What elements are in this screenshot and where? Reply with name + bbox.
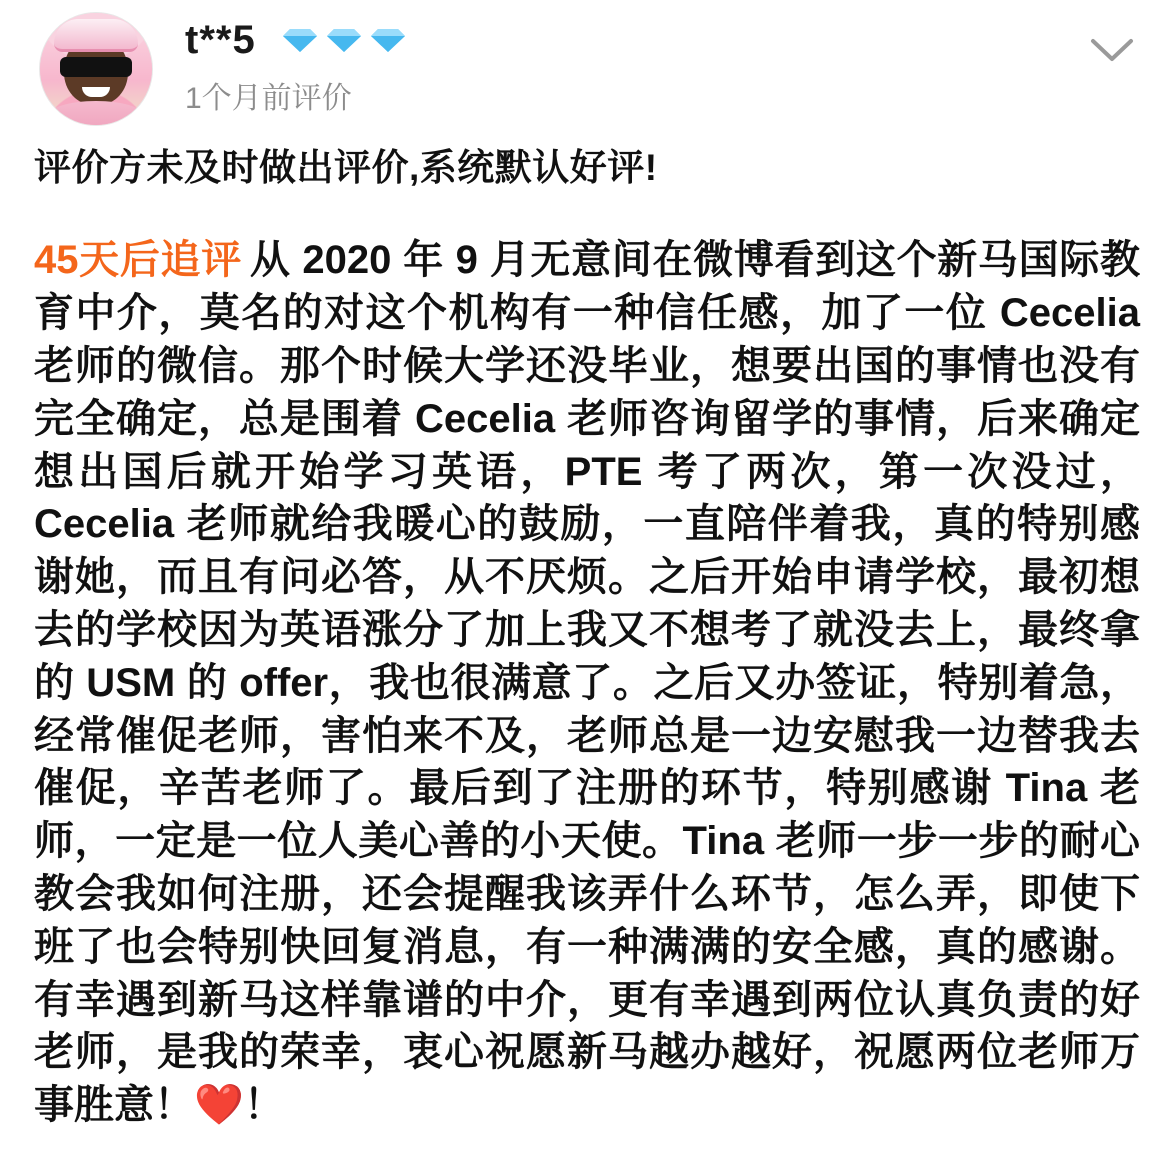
review-timestamp: 1个月前评价 xyxy=(185,82,352,115)
append-review-text: 从 2020 年 9 月无意间在微博看到这个新马国际教育中介，莫名的对这个机构有一种信任感，加了一位 Cecelia 老师的微信。那个时候大学还没毕业，想要出国的事情也没有完全确定，总是围着 Cecelia 老师咨询留学的事情，后来确定想出国后就开始学习英语，PTE 考了两次，第一次没过，Cecelia 老师就给我暖心的鼓励，一直陪伴着我，真的特别感谢她，而且有问必答，从不厌烦。之后开始申请学校，最初想去的学校因为英语涨分了加上我又不想考了就没去上，最终拿的 USM 的 offer，我也很满意了。之后又办签证，特别着急，经常催促老师，害怕来不及，老师总是一边安慰我一边替我去催促，辛苦老师了。最后到了注册的环节，特别感谢 Tina 老师，一定是一位人美心善的小天使。Tina 老师一步一步的耐心教会我如何注册，还会提醒我该弄什么环节，怎么弄，即使下班了也会特别快回复消息，有一种满满的安全感，真的感谢。有幸遇到新马这样靠谱的中介，更有幸遇到两位认真负责的好老师，是我的荣幸，衷心祝愿新马越办越好，祝愿两位老师万事胜意！ xyxy=(34,238,1140,1128)
chevron-down-glyph xyxy=(1090,37,1134,63)
heart-emoji: ❤️ xyxy=(194,1083,244,1128)
avatar-hat xyxy=(54,19,138,52)
avatar-collar xyxy=(48,101,144,126)
username-row xyxy=(185,12,1084,68)
diamond-icon xyxy=(370,27,406,53)
avatar-sunglasses xyxy=(60,57,132,77)
username: t**5 xyxy=(185,18,256,62)
header-text-block xyxy=(185,10,1084,114)
auto-review-notice: 评价方未及时做出评价,系统默认好评! xyxy=(34,147,658,188)
diamond-icon xyxy=(326,27,362,53)
append-review-trailing: ！ xyxy=(243,1083,284,1128)
append-review-tag: 45天后追评 xyxy=(34,238,242,283)
review-header xyxy=(34,0,1140,115)
member-level-badges xyxy=(282,27,406,53)
appended-review-body xyxy=(34,234,1140,1132)
diamond-icon xyxy=(282,27,318,53)
avatar[interactable] xyxy=(39,12,153,126)
chevron-down-icon[interactable] xyxy=(1084,22,1140,78)
